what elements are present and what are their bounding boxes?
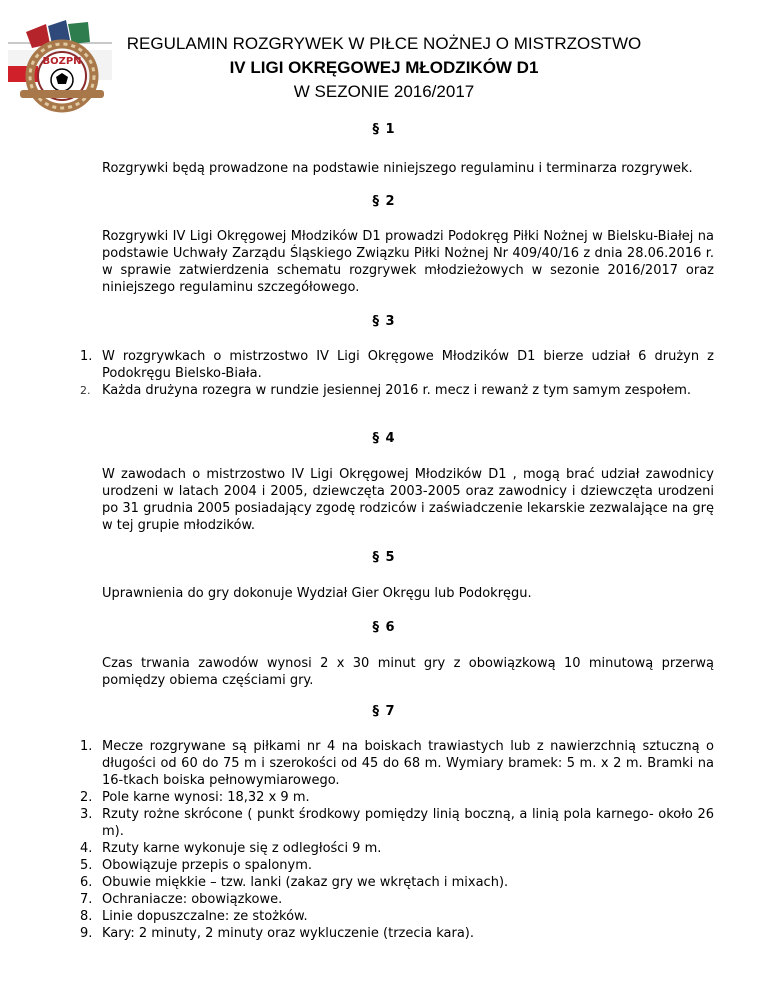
list-item-number: 2.	[80, 384, 91, 397]
section-5-heading: § 5	[372, 550, 396, 565]
list-item	[0, 738, 714, 789]
list-item-text: Linie dopuszczalne: ze stożków.	[102, 909, 308, 924]
list-item-text: Rzuty rożne skrócone ( punkt środkowy pomiędzy linią boczną, a linią pola karnego- około 26 m).	[102, 807, 714, 839]
list-item	[0, 925, 714, 942]
list-item	[0, 348, 714, 382]
section-7-heading: § 7	[372, 704, 396, 719]
list-item-text: W rozgrywkach o mistrzostwo IV Ligi Okręgowe Młodzików D1 bierze udział 6 drużyn z Podokręgu Bielsko-Biała.	[102, 349, 714, 381]
title-line-2: IV LIGI OKRĘGOWEJ MŁODZIKÓW D1	[229, 58, 539, 77]
list-item-number: 1.	[80, 349, 93, 364]
list-item-number: 4.	[80, 841, 93, 856]
section-6-text: Czas trwania zawodów wynosi 2 x 30 minut gry z obowiązkową 10 minutową przerwą pomiędzy obiema częściami gry.	[102, 656, 714, 688]
section-3-list	[0, 348, 714, 399]
title-line-1: REGULAMIN ROZGRYWEK W PIŁCE NOŻNEJ O MISTRZOSTWO	[126, 34, 642, 53]
list-item-text: Obowiązuje przepis o spalonym.	[102, 858, 313, 873]
section-7-list	[0, 738, 714, 942]
list-item-text: Ochraniacze: obowiązkowe.	[102, 892, 283, 907]
section-2-text: Rozgrywki IV Ligi Okręgowej Młodzików D1 prowadzi Podokręg Piłki Nożnej w Bielsku-Białej na podstawie Uchwały Zarządu Śląskiego Związku Piłki Nożnej Nr 409/40/16 z dnia 28.06.2016 r. w sprawie zatwierdzenia schematu rozgrywek młodzieżowych w sezonie 2016/2017 oraz niniejszego regulaminu szczegółowego.	[102, 229, 714, 295]
list-item-text: Rzuty karne wykonuje się z odległości 9 m.	[102, 841, 382, 856]
section-4-heading: § 4	[372, 431, 396, 446]
section-4-text: W zawodach o mistrzostwo IV Ligi Okręgowej Młodzików D1 , mogą brać udział zawodnicy urodzeni w latach 2004 i 2005, dziewczęta 2003-2005 oraz zawodnicy i dziewczęta urodzeni po 31 grudnia 2005 posiadający zgodę rodziców i zaświadczenie lekarskie zezwalające na grę w tej grupie młodzików.	[102, 467, 714, 533]
section-6-heading: § 6	[372, 620, 396, 635]
list-item-number: 2.	[80, 790, 93, 805]
list-item-text: Kary: 2 minuty, 2 minuty oraz wykluczenie (trzecia kara).	[102, 926, 475, 941]
list-item	[0, 382, 714, 399]
list-item	[0, 789, 714, 806]
list-item-number: 7.	[80, 892, 93, 907]
list-item	[0, 840, 714, 857]
list-item-number: 3.	[80, 807, 93, 822]
list-item	[0, 806, 714, 840]
section-1-text: Rozgrywki będą prowadzone na podstawie niniejszego regulaminu i terminarza rozgrywek.	[102, 161, 693, 176]
list-item-number: 9.	[80, 926, 93, 941]
list-item	[0, 857, 714, 874]
list-item-number: 8.	[80, 909, 93, 924]
list-item-text: Mecze rozgrywane są piłkami nr 4 na boiskach trawiastych lub z nawierzchnią sztuczną o długości od 60 do 75 m i szerokości od 45 do 68 m. Wymiary bramek: 5 m. x 2 m. Bramki na 16-tkach boiska pełnowymiarowego.	[102, 739, 714, 788]
section-1-heading: § 1	[372, 122, 396, 137]
list-item-number: 5.	[80, 858, 93, 873]
list-item-text: Każda drużyna rozegra w rundzie jesiennej 2016 r. mecz i rewanż z tym samym zespołem.	[102, 383, 691, 398]
section-5-text: Uprawnienia do gry dokonuje Wydział Gier Okręgu lub Podokręgu.	[102, 586, 532, 601]
logo-text: BOZPN	[42, 56, 82, 67]
section-3-heading: § 3	[372, 314, 396, 329]
list-item	[0, 874, 714, 891]
list-item	[0, 891, 714, 908]
section-2-heading: § 2	[372, 194, 396, 209]
list-item-text: Obuwie miękkie – tzw. lanki (zakaz gry we wkrętach i mixach).	[102, 875, 509, 890]
list-item-number: 6.	[80, 875, 93, 890]
list-item-text: Pole karne wynosi: 18,32 x 9 m.	[102, 790, 310, 805]
title-line-3: W SEZONIE 2016/2017	[293, 82, 475, 101]
list-item-number: 1.	[80, 739, 93, 754]
list-item	[0, 908, 714, 925]
